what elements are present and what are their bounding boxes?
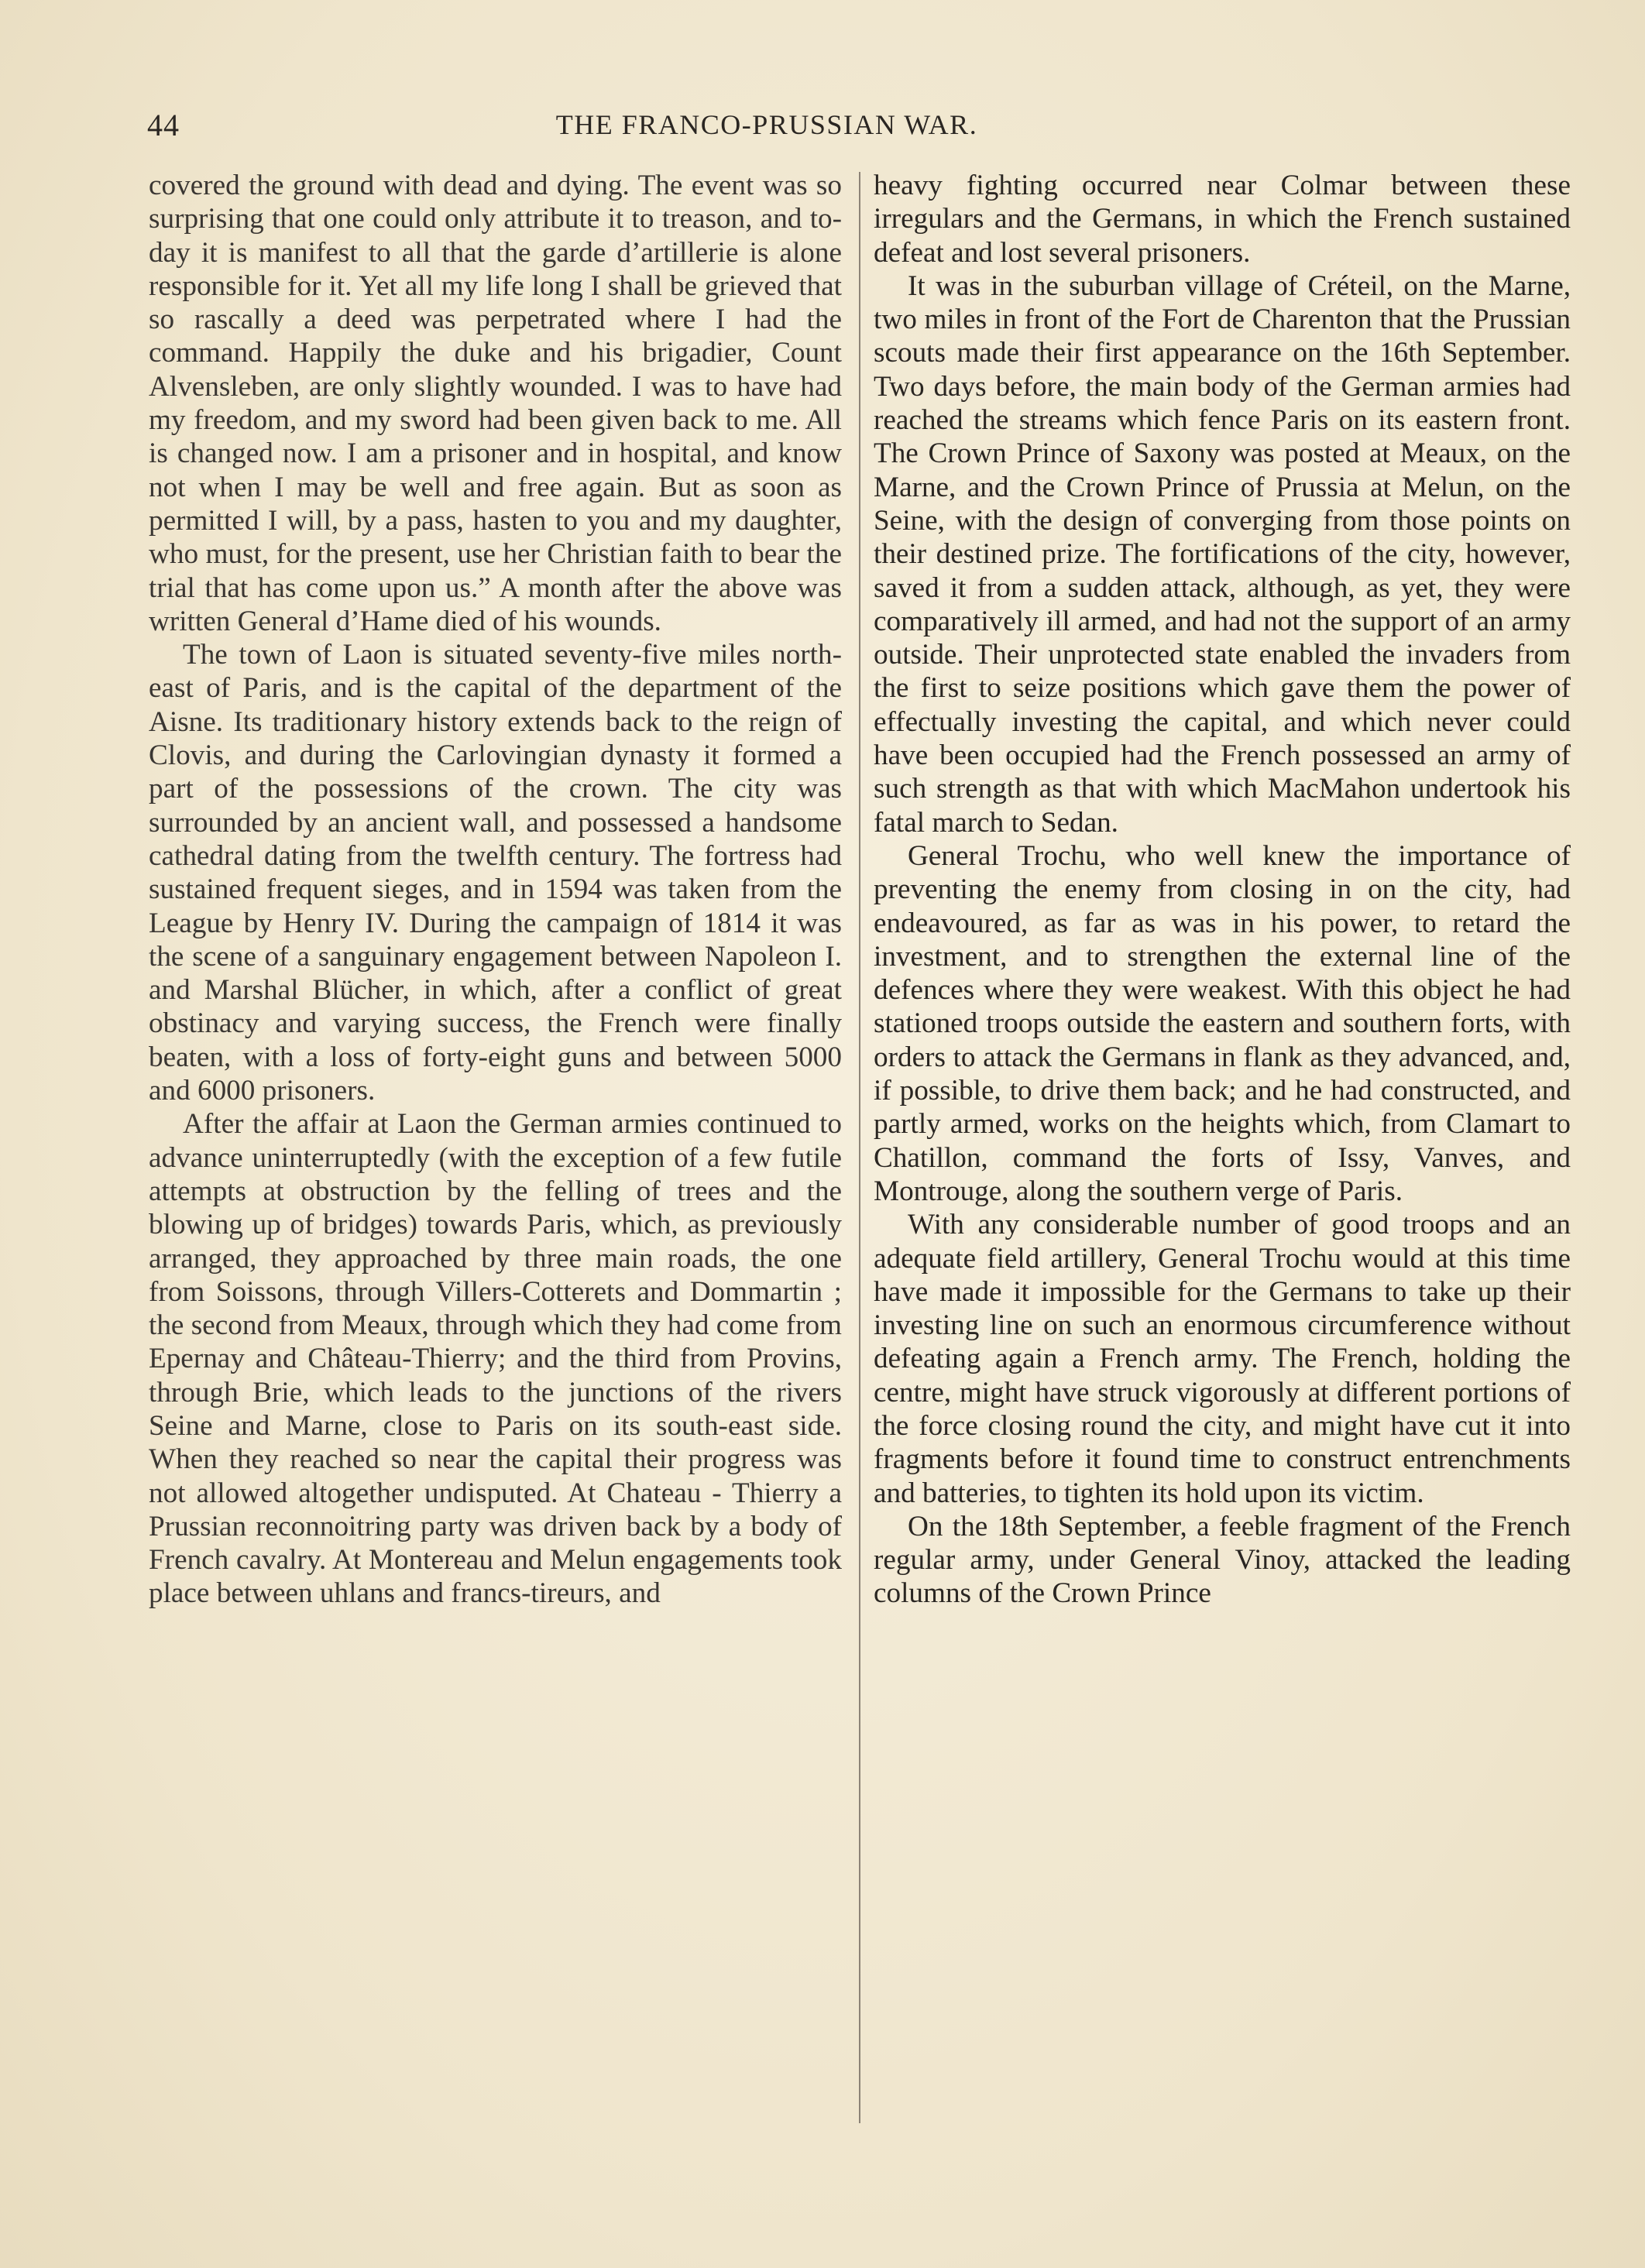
- page-number: 44: [147, 108, 180, 142]
- paragraph: On the 18th September, a feeble fragment of the French regular army, under General Vinoy, attacked the leading columns of the Crown Prince: [874, 1510, 1571, 1610]
- paragraph: General Trochu, who well knew the importance of preventing the enemy from closing in on the city, had endeavoured, as far as was in his power, to retard the investment, and to strengthen the external line of the defences where they were weakest. With this object he had stationed troops outside the eastern and southern forts, with orders to attack the Germans in flank as they advanced, and, if possible, to drive them back; and he had constructed, and partly armed, works on the heights which, from Clamart to Chatillon, command the forts of Issy, Vanves, and Montrouge, along the southern verge of Paris.: [874, 839, 1571, 1207]
- paragraph: It was in the suburban village of Créteil, on the Marne, two miles in front of the Fort de Charenton that the Prussian scouts made their first appearance on the 16th September. Two days before, the main body of the German armies had reached the streams which fence Paris on its eastern front. The Crown Prince of Saxony was posted at Meaux, on the Marne, and the Crown Prince of Prussia at Melun, on the Seine, with the design of converging from those points on their destined prize. The fortifications of the city, however, saved it from a sudden attack, although, as yet, they were comparatively ill armed, and had not the support of an army outside. Their unprotected state enabled the invaders from the first to seize positions which gave them the power of effectually investing the capital, and which never could have been occupied had the French possessed an army of such strength as that with which MacMahon undertook his fatal march to Sedan.: [874, 269, 1571, 839]
- paragraph: heavy fighting occurred near Colmar between these irregulars and the Germans, in which the French sustained defeat and lost several prisoners.: [874, 170, 1571, 269]
- paragraph: covered the ground with dead and dying. The event was so surprising that one could only attribute it to treason, and to-day it is manifest to all that the garde d’artillerie is alone responsible for it. Yet all my life long I shall be grieved that so rascally a deed was perpetrated where I had the command. Happily the duke and his brigadier, Count Alvensleben, are only slightly wounded. I was to have had my freedom, and my sword had been given back to me. All is changed now. I am a prisoner and in hospital, and know not when I may be well and free again. But as soon as permitted I will, by a pass, hasten to you and my daughter, who must, for the present, use her Christian faith to bear the trial that has come upon us.” A month after the above was written General d’Hame died of his wounds.: [149, 170, 842, 637]
- right-column: [874, 169, 1571, 1611]
- paragraph: With any considerable number of good troops and an adequate field artillery, General Trochu would at this time have made it impossible for the Germans to take up their investing line on such an enormous circumference without defeating again a French army. The French, holding the centre, might have struck vigorously at different portions of the force closing round the city, and might have cut it into fragments before it found time to construct entrenchments and batteries, to tighten its hold upon its victim.: [874, 1209, 1571, 1509]
- paragraph: The town of Laon is situated seventy-five miles north-east of Paris, and is the capital of the department of the Aisne. Its traditionary history extends back to the reign of Clovis, and during the Carlovingian dynasty it formed a part of the possessions of the crown. The city was surrounded by an ancient wall, and possessed a handsome cathedral dating from the twelfth century. The fortress had sustained frequent sieges, and in 1594 was taken from the League by Henry IV. During the campaign of 1814 it was the scene of a sanguinary engagement between Napoleon I. and Marshal Blücher, in which, after a conflict of great obstinacy and varying success, the French were finally beaten, with a loss of forty-eight guns and between 5000 and 6000 prisoners.: [149, 639, 842, 1107]
- left-column: [149, 169, 842, 1611]
- running-title: THE FRANCO-PRUSSIAN WAR.: [555, 109, 978, 140]
- paragraph: After the affair at Laon the German armies continued to advance uninterruptedly (with the exception of a few futile attempts at obstruction by the felling of trees and the blowing up of bridges) towards Paris, which, as previously arranged, they approached by three main roads, the one from Soissons, through Villers-Cotterets and Dommartin ; the second from Meaux, through which they had come from Epernay and Château-Thierry; and the third from Provins, through Brie, which leads to the junctions of the rivers Seine and Marne, close to Paris on its south-east side. When they reached so near the capital their progress was not allowed altogether undisputed. At Chateau - Thierry a Prussian reconnoitring party was driven back by a body of French cavalry. At Montereau and Melun engagements took place between uhlans and francs-tireurs, and: [149, 1108, 842, 1610]
- column-divider: [859, 172, 860, 2123]
- page-header: [147, 107, 1588, 150]
